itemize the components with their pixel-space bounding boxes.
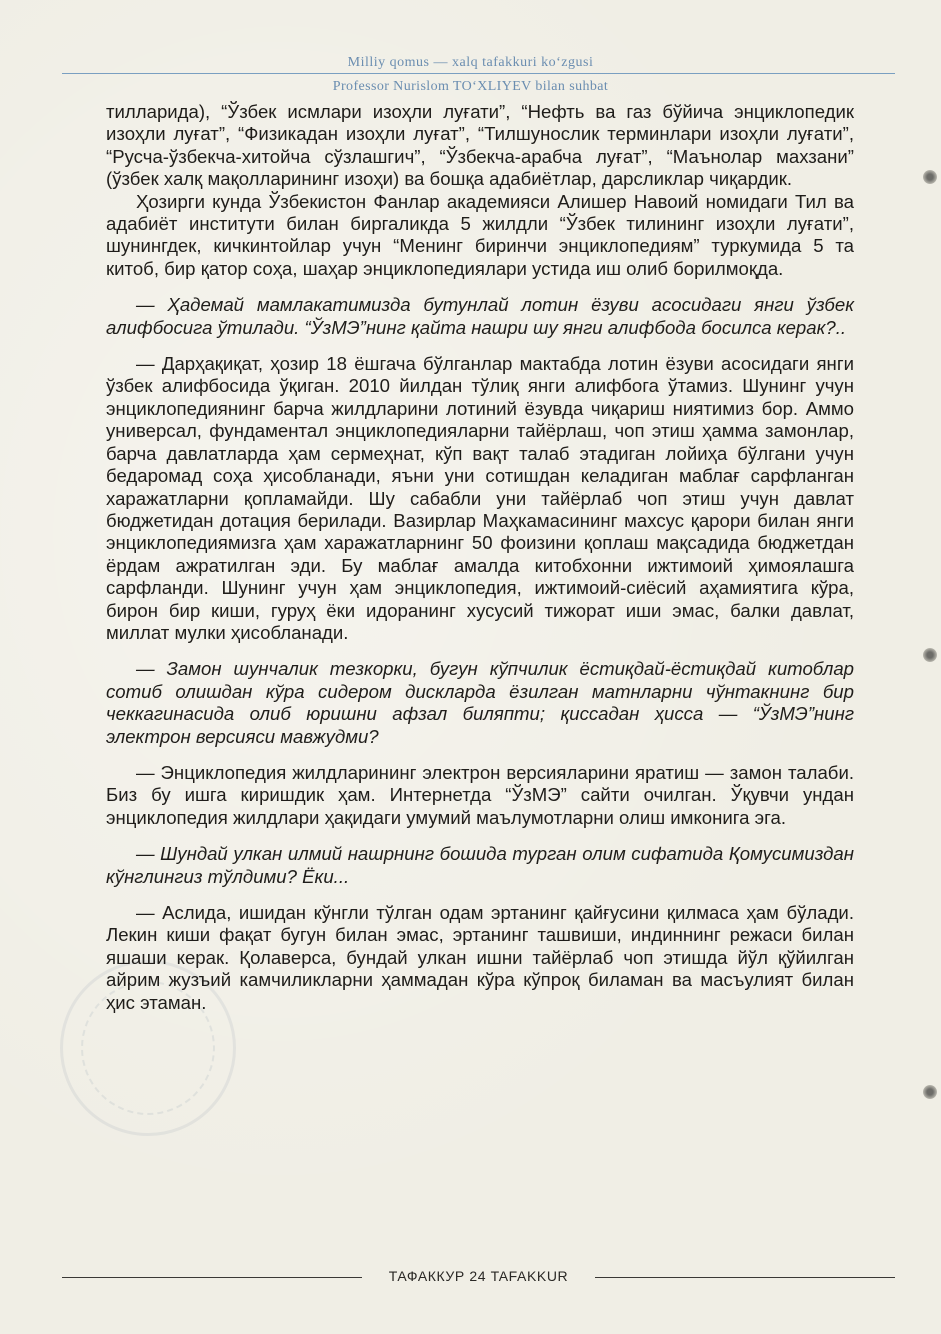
footer-page-label: ТАФАККУР 24 TAFAKKUR <box>388 1268 569 1284</box>
question-1: — Ҳадемай мамлакатимизда бутунлай лотин ёзуви асосидаги янги ўзбек алифбосига ўтилади. “ЎзМЭ”нинг қайта нашри шу янги алифбода босилса керак?.. <box>106 294 854 338</box>
paragraph-1: тилларида), “Ўзбек исмлари изоҳли луғати”, “Нефть ва газ бўйича энциклопедик изоҳли луғат”, “Физикадан изоҳли луғат”, “Тилшунослик терминлари изоҳли луғати”, “Русча-ўзбекча-хитойча сўзлашгич”, “Ўзбекча-арабча луғат”, “Маънолар махзани” (ўзбек халқ мақолларининг изоҳи) ва бошқа адабиётлар, дарсликлар чиқардик. <box>106 101 854 190</box>
header-title: Milliy qomus — xalq tafakkuri ko‘zgusi <box>347 55 594 70</box>
question-2: — Замон шунчалик тезкорки, бугун кўпчилик ёстиқдай-ёстиқдай китоблар сотиб олишдан кўра сидером дискларда ёзилган матнларни чўнтакнинг бир чеккагинасида олиб юришни афзал биляпти; қиссадан ҳисса — “ЎзМЭ”нинг электрон версияси мавжудми? <box>106 658 854 747</box>
header-rule <box>62 73 895 74</box>
binding-hole-icon <box>923 1085 937 1099</box>
question-3: — Шундай улкан илмий нашрнинг бошида турган олим сифатида Қомусимиздан кўнглингиз тўлдими? Ёки... <box>106 843 854 887</box>
article-body <box>106 101 854 1014</box>
page-footer <box>62 1268 895 1288</box>
answer-2: — Энциклопедия жилдларининг электрон версияларини яратиш — замон талаби. Биз бу ишга киришдик ҳам. Интернетда “ЎзМЭ” сайти очилган. Ўқувчи ундан энциклопедия жилдлари ҳақидаги умумий маълумотларни олиш имконига эга. <box>106 761 854 828</box>
answer-1: — Дарҳақиқат, ҳозир 18 ёшгача бўлганлар мактабда лотин ёзуви асосидаги янги ўзбек алифбосида ўқиган. 2010 йилдан тўлиқ янги алифбога ўтамиз. Шунинг учун энциклопедиянинг барча жилдларини лотиний ёзувда чиқариш ниятимиз бор. Аммо универсал, фундаментал энциклопедияларни тайёрлаш, чоп этиш ҳамма замонлар, барча давлатларда ҳам сермеҳнат, кўп вақт талаб этадиган лойиҳа бўлгани учун бедаромад соҳа ҳисобланади, яъни уни сотишдан келадиган маблағ сарфланган харажатларни қопламайди. Шу сабабли уни тайёрлаб чоп этиш учун давлат бюджетидан дотация берилади. Вазирлар Маҳкамасининг махсус қарори билан янги энциклопедиямизга ҳам харажатларнинг 50 фоизини қоплаш мақсадида бюджетдан ёрдам ажратилган эди. Бу маблағ амалда китобхонни ижтимоий ҳимоялашга сарфланди. Шунинг учун ҳам энциклопедия, ижтимоий-сиёсий аҳамиятига кўра, бирон бир киши, гуруҳ ёки идоранинг хусусий тижорат иши эмас, балки давлат, миллат мулки ҳисобланади. <box>106 353 854 643</box>
answer-3: — Аслида, ишидан кўнгли тўлган одам эртанинг қайғусини қилмаса ҳам бўлади. Лекин киши фақат бугун билан эмас, эртанинг ташвиши, индиннинг режаси билан яшаши керак. Қолаверса, бундай улкан ишни тайёрлаб чоп этишда йўл қўйилган айрим жузъий камчиликларни ҳаммадан кўра кўпроқ биламан ва масъулият билан ҳис этаман. <box>106 902 854 1013</box>
running-header <box>0 55 941 95</box>
footer-rule-right <box>595 1277 895 1278</box>
paragraph-2: Ҳозирги кунда Ўзбекистон Фанлар академияси Алишер Навоий номидаги Тил ва адабиёт институти билан биргаликда 5 жилдли “Ўзбек тилининг изоҳли луғати”, шунингдек, кичкинтойлар учун “Менинг биринчи энциклопедиям” туркумида 5 та китоб, бир қатор соҳа, шаҳар энциклопедиялари устида иш олиб борилмоқда. <box>106 190 854 279</box>
header-subtitle: Professor Nurislom TO‘XLIYEV bilan suhbat <box>332 79 609 94</box>
binding-hole-icon <box>923 170 937 184</box>
binding-hole-icon <box>923 648 937 662</box>
footer-rule-left <box>62 1277 362 1278</box>
